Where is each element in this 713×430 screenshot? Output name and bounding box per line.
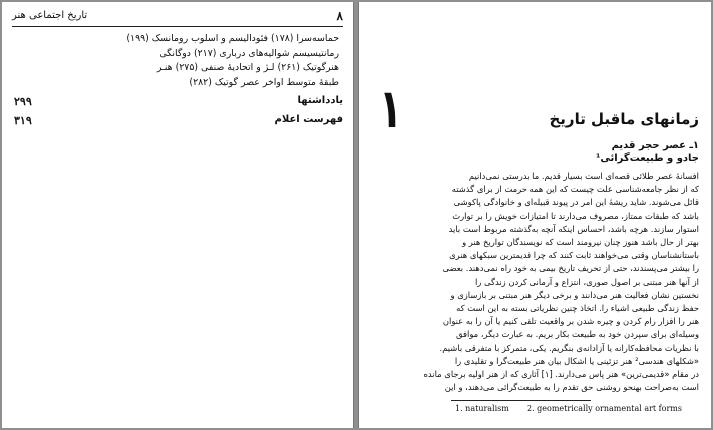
body-line: از آنها هنر مبتنی بر اصول صوری، انتزاع و آرمانی کردن زندگی را — [474, 276, 699, 287]
body-line: «شکلهای هندسی² هنر تزئینی یا اشکال بیان هنر طبیعت‌گرا و تقلیدی را — [454, 355, 699, 366]
body-line: که از نظر جامعه‌شناسی علت چیست که این همه حرمت از برای گذشته — [451, 184, 699, 195]
page-number: ۸ — [336, 9, 343, 23]
left-page — [2, 2, 354, 428]
toc-entry-label: یادداشتها — [297, 95, 343, 106]
body-line: وسیله‌ای برای سپردن خود به طبیعت بکار بریم. به عبارت دیگر، موافق — [456, 329, 699, 340]
body-line: قائل می‌شوند. شاید ریشهٔ این امر در پیوند قبیله‌ای و خانوادگی پاکوشی — [453, 197, 699, 208]
toc-continuation — [12, 32, 339, 90]
body-line: باستانشناسان وقتی می‌خواهند ثابت کنند که چرا قدیمترین سبکهای هنری — [449, 250, 699, 261]
running-title: تاریخ اجتماعی هنر — [12, 10, 88, 21]
footnote-2: 2. geometrically ornamental art forms — [527, 404, 682, 413]
body-line: بهتر از حال باشد هنوز چنان نیرومند است که نویسندگان تواریخ هنر و — [462, 237, 699, 248]
subsection-heading: جادو و طبیعت‌گرائی¹ — [595, 153, 699, 164]
toc-line: حماسه‌سرا (۱۷۸) فئودالیسم و اسلوب رومانسک (۱۹۹) — [126, 33, 339, 44]
toc-line: طبقهٔ متوسط اواخر عصر گوتیک (۲۸۲) — [189, 76, 339, 88]
toc-entry-notes — [12, 95, 343, 111]
body-line: حفظ زندگی طبیعی اشیاء را. اتخاذ چنین نظریاتی بسته به این است که — [456, 303, 699, 314]
body-line: افسانهٔ عصر طلائی قصه‌ای است بسیار قدیم. ما بدرستی نمی‌دانیم — [468, 171, 699, 181]
body-line: باشد که طبقات ممتاز، مصروف می‌دارند تا امتیازات خویش را بر توارث — [452, 210, 699, 221]
body-line: نخستین نشان فعالیت هنر می‌دانند و برخی دیگر هنر مبتنی بر بازسازی و — [450, 289, 699, 300]
running-head — [12, 10, 343, 27]
toc-entry-index — [12, 114, 343, 130]
section-heading: ۱ـ عصر حجر قدیم — [611, 140, 699, 151]
toc-line: رمانتیسیسم شوالیه‌های درباری (۲۱۷) دوگانگی — [159, 47, 339, 59]
toc-entry-label: فهرست اعلام — [274, 114, 343, 125]
body-line: است به‌صراحت بهنحو روشنی حق تقدم را به طبیعت‌گرائی می‌دهند، و این — [444, 382, 699, 393]
chapter-number: ۱ — [379, 77, 403, 140]
body-line: هنر را افزار رام کردن و چیره شدن بر واقعیت تلقی کنیم یا آن را به عنوان — [442, 316, 699, 327]
body-line: با نظریات محافظه‌کارانه یا آزادانه‌ی بنگریم. یکی، متمرکز با متفرقی باشیم. — [439, 342, 699, 353]
toc-entry-page: ۳۱۹ — [14, 114, 32, 127]
footnote-1: 1. naturalism — [455, 404, 509, 413]
toc-line: هنرگوتیک (۲۶۱) لـژ و اتحادیهٔ صنفی (۲۷۵) هنـر — [156, 62, 339, 74]
chapter-title: زمانهای ماقبل تاریخ — [549, 110, 699, 128]
body-line: استوار سازند. هرچه باشد، احساس اینکه آنچه به‌گذشته مربوط است باید — [448, 223, 699, 234]
right-page — [358, 2, 711, 428]
body-line: را بیشتر می‌پسندند، حتی از تحریف تاریخ بیمی به خود راه نمی‌دهند. بعضی — [442, 263, 699, 274]
footnotes — [455, 404, 699, 418]
footnote-rule — [451, 400, 591, 401]
body-line: در مقام «قدیمی‌ترین» هنر پاس می‌دارند. [۱] آثاری که از هنر اولیه برجای مانده — [423, 369, 699, 380]
body-text — [371, 170, 699, 394]
toc-entry-page: ۲۹۹ — [14, 95, 32, 108]
